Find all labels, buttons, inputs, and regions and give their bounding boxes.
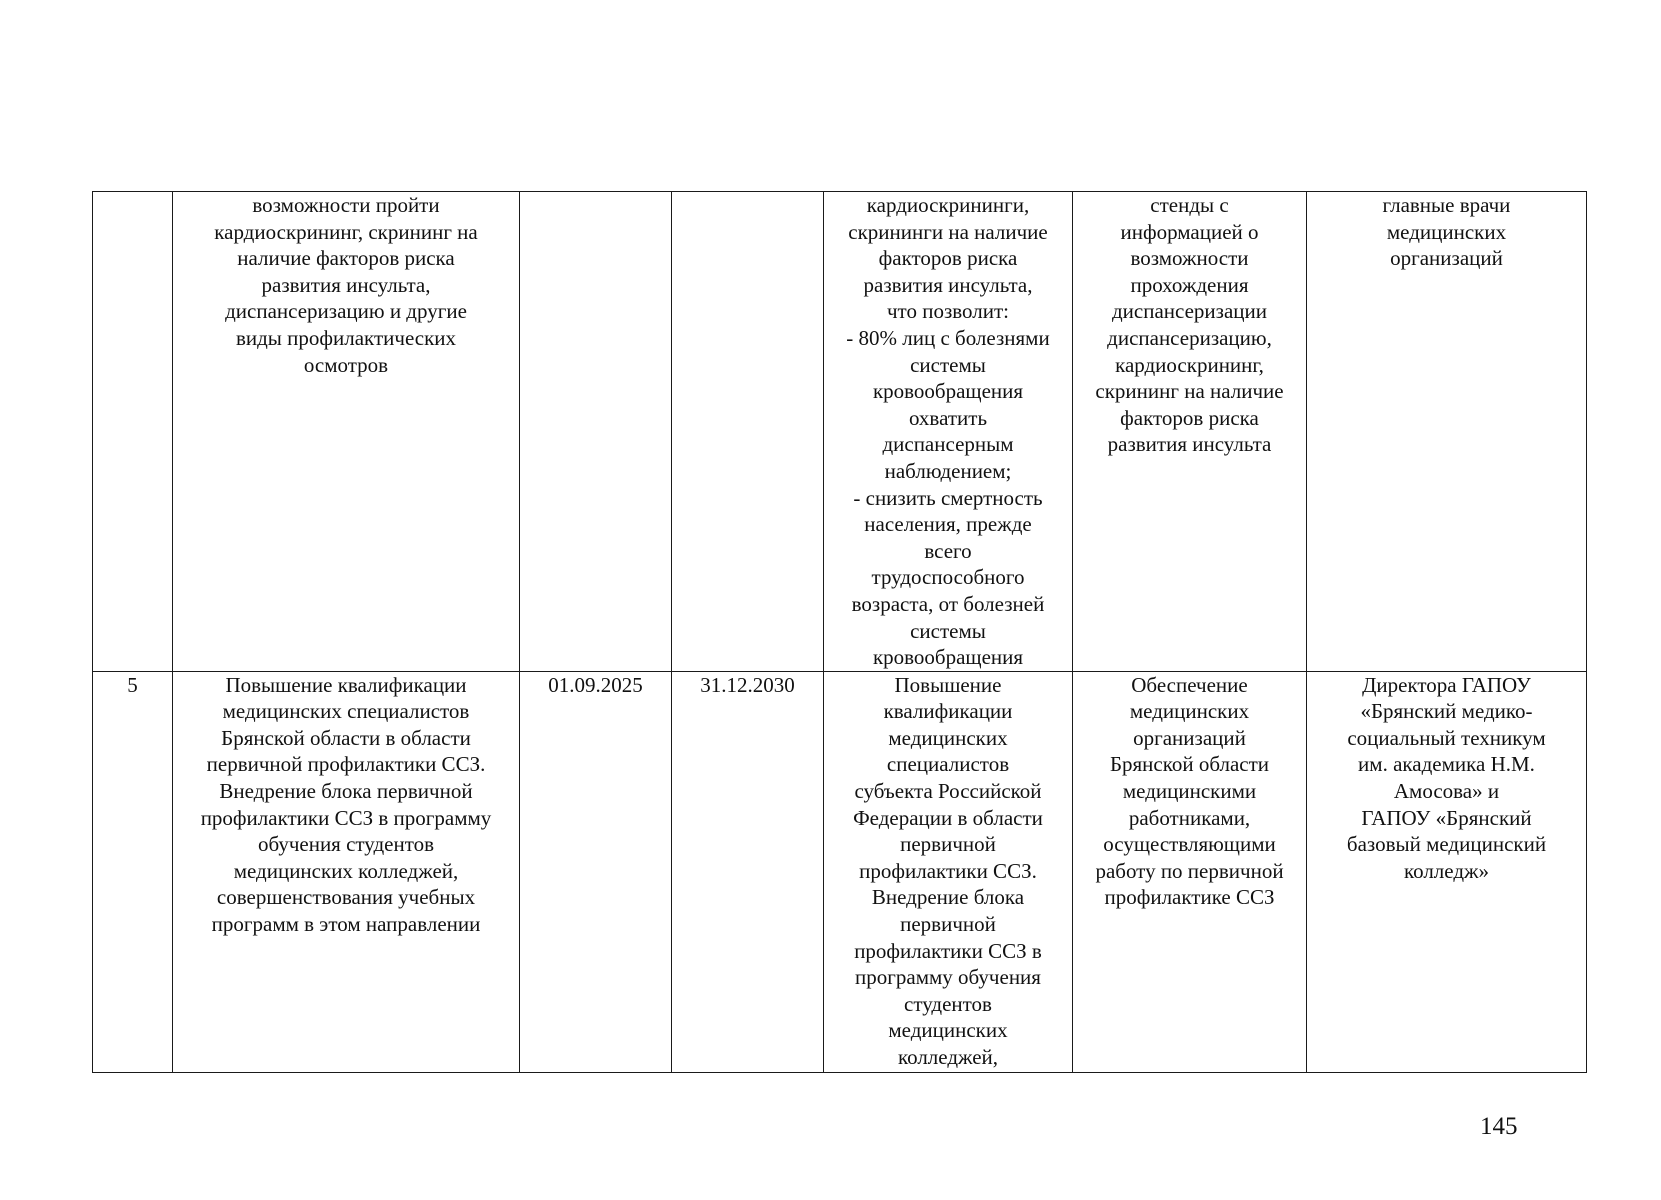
end-date-cell: 31.12.2030	[672, 671, 824, 1072]
row-number-cell	[93, 192, 173, 672]
end-date-cell	[672, 192, 824, 672]
action-plan-table	[92, 191, 1587, 1073]
start-date-cell	[520, 192, 672, 672]
table-row	[93, 192, 1587, 672]
responsible-cell: главные врачи медицинских организаций	[1307, 192, 1587, 672]
row-number-cell: 5	[93, 671, 173, 1072]
table-row	[93, 671, 1587, 1072]
indicator-cell: Обеспечение медицинских организаций Брянской области медицинскими работниками, осуществляющими работу по первичной профилактике ССЗ	[1073, 671, 1307, 1072]
expected-result-cell: кардиоскрининги, скрининги на наличие факторов риска развития инсульта, что позволит: - 80% лиц с болезнями системы кровообращения охватить диспансерным наблюдением; - снизить смертность населения, прежде всего трудоспособного возраста, от болезней системы кровообращения	[824, 192, 1073, 672]
expected-result-cell: Повышение квалификации медицинских специалистов субъекта Российской Федерации в области первичной профилактики ССЗ. Внедрение блока первичной профилактики ССЗ в программу обучения студентов медицинских колледжей,	[824, 671, 1073, 1072]
activity-cell: Повышение квалификации медицинских специалистов Брянской области в области первичной профилактики ССЗ. Внедрение блока первичной профилактики ССЗ в программу обучения студентов медицинских колледжей, совершенствования учебных программ в этом направлении	[173, 671, 520, 1072]
responsible-cell: Директора ГАПОУ «Брянский медико- социальный техникум им. академика Н.М. Амосова» и ГАПОУ «Брянский базовый медицинский колледж»	[1307, 671, 1587, 1072]
start-date-cell: 01.09.2025	[520, 671, 672, 1072]
indicator-cell: стенды с информацией о возможности прохождения диспансеризации диспансеризацию, кардиоскрининг, скрининг на наличие факторов риска развития инсульта	[1073, 192, 1307, 672]
activity-cell: возможности пройти кардиоскрининг, скрининг на наличие факторов риска развития инсульта, диспансеризацию и другие виды профилактических осмотров	[173, 192, 520, 672]
page-number: 145	[1480, 1113, 1518, 1140]
